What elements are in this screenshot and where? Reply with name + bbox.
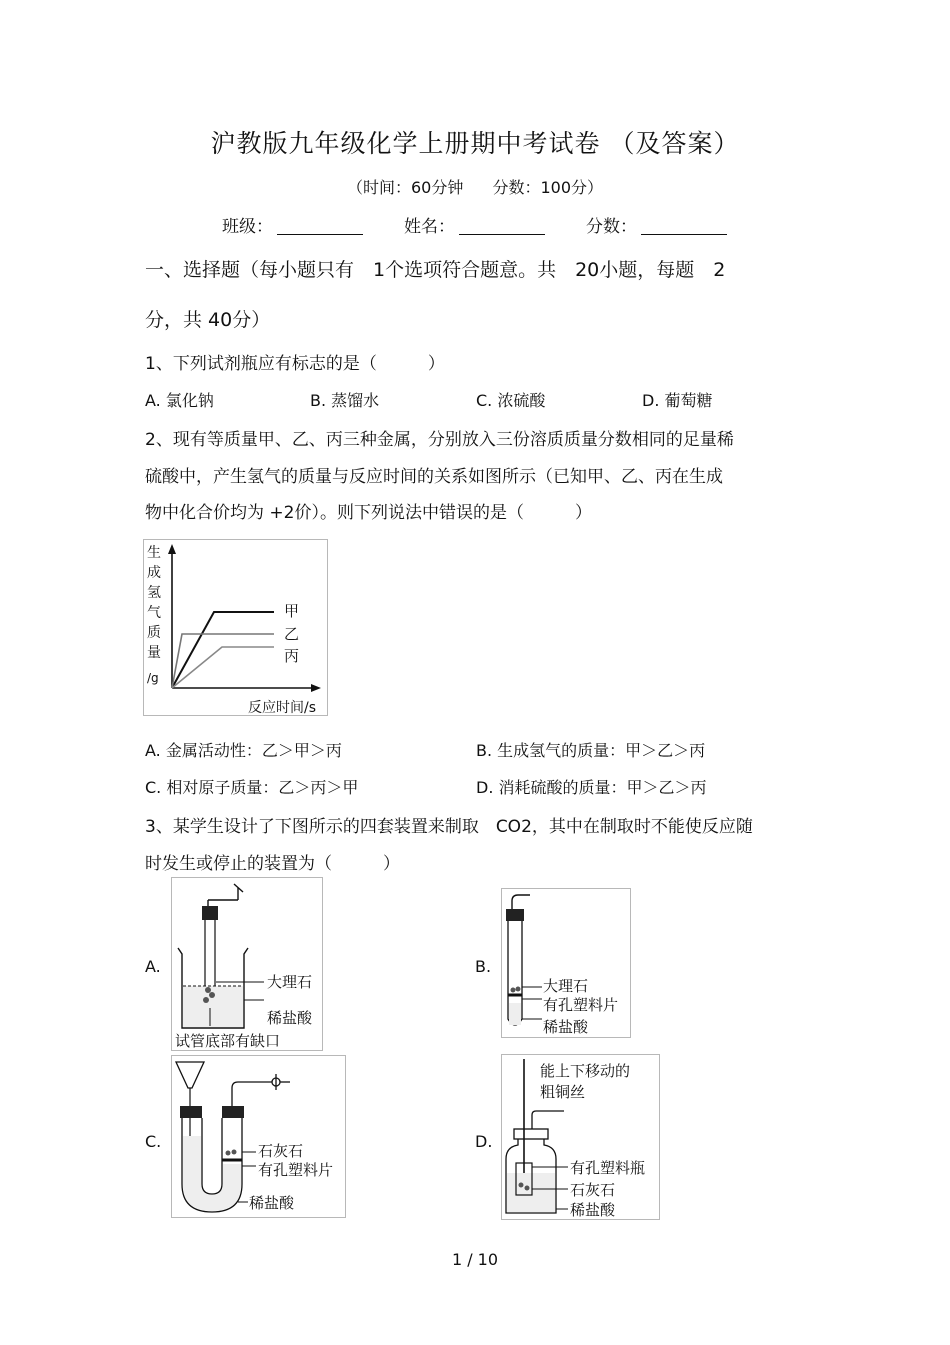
q3-label-c: C.: [145, 1132, 162, 1151]
score-field[interactable]: 分数：: [586, 212, 727, 237]
page-number: 1 / 10: [451, 1250, 499, 1269]
series-yi-label: 乙: [284, 625, 300, 643]
y-label-char-6: 量: [147, 645, 161, 661]
label-tube-notch: 试管底部有缺口: [175, 1032, 281, 1050]
question-3-stem-2: 时发生或停止的装置为（ ）: [145, 854, 400, 874]
series-bing-label: 丙: [284, 647, 300, 665]
score-blank[interactable]: [641, 218, 727, 235]
name-field[interactable]: 姓名：: [404, 212, 545, 237]
y-label-char-2: 成: [147, 565, 161, 581]
label-marble: 大理石: [543, 977, 589, 995]
class-field[interactable]: 班级：: [222, 212, 363, 237]
apparatus-a: [171, 877, 323, 1051]
label-limestone: 石灰石: [258, 1142, 304, 1160]
exam-meta: [0, 175, 950, 198]
section-heading-line2: 分，共 40分）: [145, 309, 271, 331]
label-limestone: 石灰石: [570, 1181, 616, 1199]
label-dilute-hcl: 稀盐酸: [267, 1009, 313, 1027]
funnel: [176, 1062, 204, 1088]
y-label-char-4: 气: [147, 605, 161, 621]
question-2-stem-1: 2、现有等质量甲、乙、丙三种金属，分别放入三份溶质质量分数相同的足量稀: [145, 430, 734, 450]
y-label-char-5: 质: [147, 625, 161, 641]
apparatus-b: [501, 888, 631, 1038]
class-blank[interactable]: [277, 218, 363, 235]
q1-option-d: D. 葡萄糖: [642, 391, 713, 410]
q2-option-b: B. 生成氢气的质量：甲＞乙＞丙: [476, 741, 706, 760]
page-title: 沪教版九年级化学上册期中考试卷 （及答案）: [210, 129, 740, 158]
q1-option-c: C. 浓硫酸: [476, 391, 546, 410]
label-marble: 大理石: [267, 973, 313, 991]
q2-option-c: C. 相对原子质量：乙＞丙＞甲: [145, 778, 359, 797]
label-perforated-bottle: 有孔塑料瓶: [570, 1159, 646, 1177]
x-axis-label: 反应时间/s: [248, 700, 317, 715]
acid-liquid: [183, 986, 243, 1027]
name-blank[interactable]: [459, 218, 545, 235]
question-2-stem-3: 物中化合价均为 +2价）。则下列说法中错误的是（ ）: [145, 503, 592, 523]
series-jia-label: 甲: [284, 602, 300, 620]
question-3-stem-1: 3、某学生设计了下图所示的四套装置来制取 CO2，其中在制取时不能使反应随: [145, 817, 753, 837]
apparatus-c: [171, 1055, 346, 1218]
y-label-char-1: 生: [147, 545, 161, 561]
label-dilute-hcl: 稀盐酸: [249, 1194, 295, 1212]
q3-label-a: A.: [145, 957, 161, 976]
label-perforated-plate: 有孔塑料片: [258, 1161, 334, 1179]
q1-option-a: A. 氯化钠: [145, 391, 214, 410]
exam-total-score: 分数：100分）: [492, 178, 603, 197]
q2-hydrogen-graph: [143, 539, 328, 716]
series-bing-line: [172, 647, 274, 688]
label-movable: 能上下移动的: [540, 1062, 631, 1080]
question-1-stem: 1、下列试剂瓶应有标志的是（ ）: [145, 354, 445, 374]
label-dilute-hcl: 稀盐酸: [543, 1018, 589, 1036]
label-perforated-plate: 有孔塑料片: [543, 996, 619, 1014]
y-label-char-3: 氢: [147, 585, 161, 601]
label-dilute-hcl: 稀盐酸: [570, 1201, 616, 1219]
q2-option-d: D. 消耗硫酸的质量：甲＞乙＞丙: [476, 778, 707, 797]
exam-time: （时间：60分钟: [346, 178, 464, 197]
section-heading-line1: 一、选择题（每小题只有 1个选项符合题意。共 20小题，每题 2: [145, 259, 726, 281]
q3-label-d: D.: [475, 1132, 493, 1151]
rubber-stopper: [202, 906, 218, 920]
rubber-stopper: [506, 909, 524, 921]
series-jia-line: [172, 612, 274, 688]
q2-option-a: A. 金属活动性：乙＞甲＞丙: [145, 741, 342, 760]
label-copper-wire: 粗铜丝: [540, 1083, 586, 1101]
q3-label-b: B.: [475, 957, 492, 976]
y-label-unit: /g: [147, 671, 159, 685]
apparatus-d: [501, 1054, 660, 1220]
question-2-stem-2: 硫酸中，产生氢气的质量与反应时间的关系如图所示（已知甲、乙、丙在生成: [145, 467, 723, 487]
q1-option-b: B. 蒸馏水: [310, 391, 380, 410]
